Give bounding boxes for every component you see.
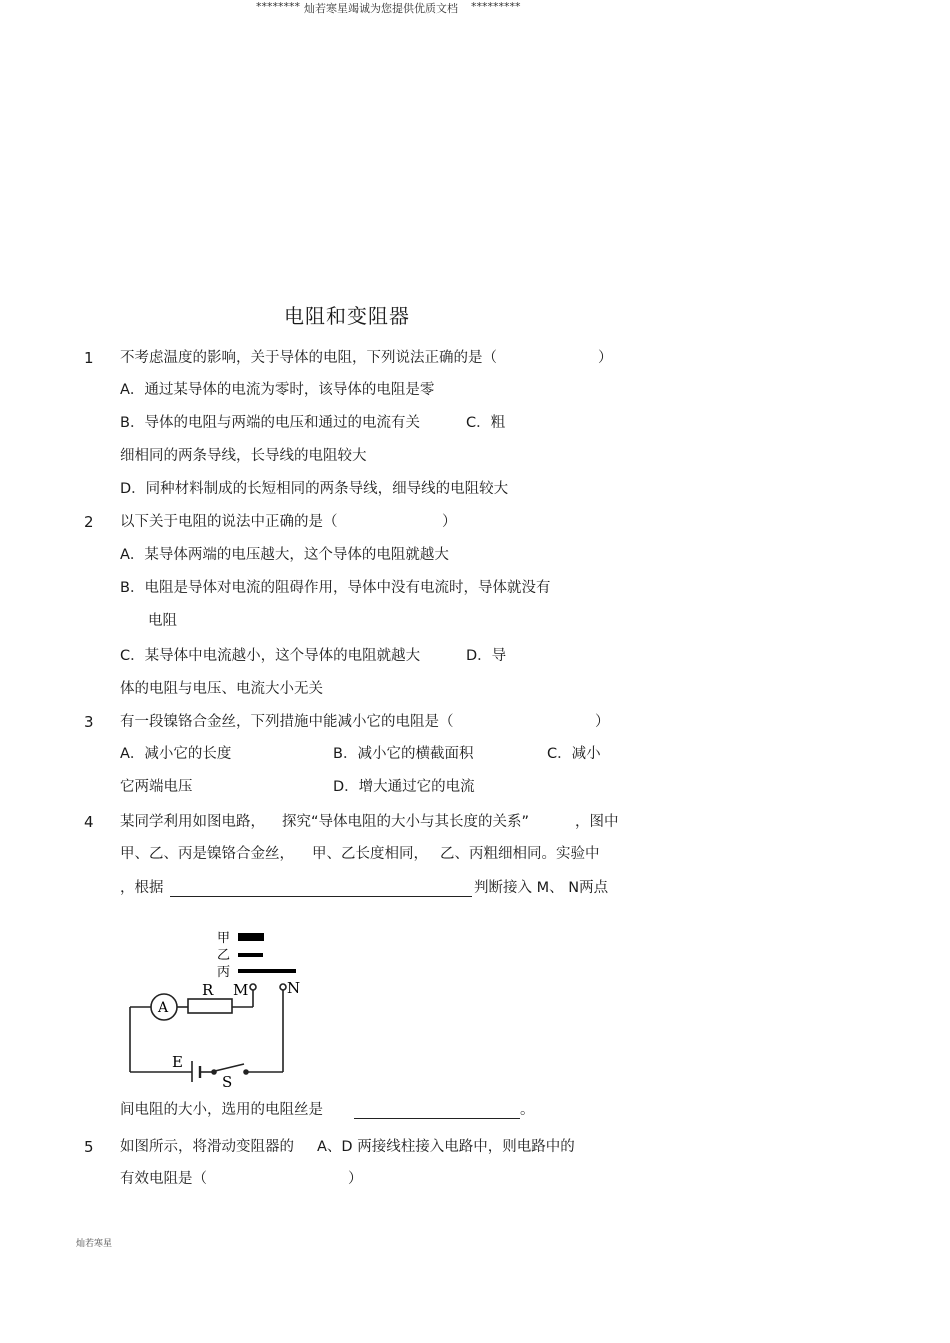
switch-contact (244, 1070, 248, 1074)
question-3-option-a: A．减小它的长度 (120, 746, 232, 762)
question-4-line-2c: 乙、丙粗细相同。实验中 (440, 846, 600, 862)
question-3-option-b: B．减小它的横截面积 (333, 746, 474, 762)
resistor-label: R (202, 981, 214, 999)
resistor-r (188, 999, 232, 1013)
footer-text: 灿若寒星 (76, 1239, 113, 1249)
circuit-diagram (120, 925, 310, 1090)
question-4-line-2b: 甲、乙长度相同， (312, 846, 428, 862)
question-3-stem-close: ） (595, 714, 610, 730)
question-1-option-b: B．导体的电阻与两端的电压和通过的电流有关 (120, 415, 420, 431)
switch-lever (215, 1064, 244, 1071)
question-5-line-2a: 有效电阻是（ (120, 1171, 207, 1187)
question-2-option-b-cont: 电阻 (148, 613, 177, 629)
question-1-number: 1 (84, 349, 94, 367)
question-4-line-3b: 判断接入 M、 N两点 (474, 880, 609, 896)
question-4-number: 4 (84, 813, 94, 831)
question-4-line-1c: ，图中 (575, 814, 619, 830)
question-3-stem: 有一段镍铬合金丝，下列措施中能减小它的电阻是（ (120, 714, 454, 730)
question-1-option-c: C．粗 (466, 415, 506, 431)
question-2-option-d: D．导 (466, 648, 507, 664)
wire-yi (238, 953, 263, 957)
wire-bing (238, 969, 296, 973)
question-4-line-3a: ，根据 (120, 880, 164, 896)
question-1-option-a: A．通过某导体的电流为零时，该导体的电阻是零 (120, 382, 435, 398)
question-4-line-4b: 。 (520, 1102, 535, 1118)
question-5-line-2b: ） (348, 1171, 363, 1187)
question-3-option-d: D．增大通过它的电流 (333, 779, 475, 795)
question-2-stem-close: ） (442, 514, 457, 530)
question-2-option-b: B．电阻是导体对电流的阻碍作用，导体中没有电流时，导体就没有 (120, 580, 551, 596)
question-5-number: 5 (84, 1138, 94, 1156)
header-stars-left: ******** (256, 0, 300, 13)
question-4-line-1b: 探究“导体电阻的大小与其长度的关系” (282, 814, 530, 830)
terminal-m-label: M (233, 981, 249, 999)
question-4-line-1a: 某同学利用如图电路， (120, 814, 265, 830)
wire-label-yi: 乙 (217, 948, 231, 963)
question-1-option-c-cont: 细相同的两条导线，长导线的电阻较大 (120, 448, 367, 464)
switch-label: S (222, 1073, 233, 1090)
question-4-answer-blank-1 (170, 882, 472, 897)
question-2-stem: 以下关于电阻的说法中正确的是（ (120, 514, 338, 530)
question-4-line-4a: 间电阻的大小，选用的电阻丝是 (120, 1102, 323, 1118)
page-title: 电阻和变阻器 (284, 304, 410, 328)
terminal-n-label: N (287, 979, 301, 997)
question-2-option-c: C．某导体中电流越小，这个导体的电阻就越大 (120, 648, 421, 664)
question-1-stem-close: ） (598, 350, 613, 366)
question-3-option-c-cont: 它两端电压 (120, 779, 193, 795)
question-5-line-1b: A、D 两接线柱接入电路中，则电路中的 (317, 1139, 575, 1155)
terminal-n (280, 984, 286, 990)
header-stars-right: ********* (471, 0, 521, 13)
wire-label-jia: 甲 (217, 931, 231, 946)
question-2-option-d-cont: 体的电阻与电压、电流大小无关 (120, 681, 323, 697)
question-1-stem: 不考虑温度的影响，关于导体的电阻，下列说法正确的是（ (120, 350, 497, 366)
question-1-option-d: D．同种材料制成的长短相同的两条导线，细导线的电阻较大 (120, 481, 509, 497)
header-text: 灿若寒星竭诚为您提供优质文档 (304, 2, 458, 15)
question-4-line-2a: 甲、乙、丙是镍铬合金丝， (120, 846, 294, 862)
wire-label-bing: 丙 (217, 965, 231, 980)
battery-label: E (172, 1053, 183, 1071)
question-3-option-c: C．减小 (547, 746, 601, 762)
terminal-m (250, 984, 256, 990)
wire-jia (238, 933, 264, 941)
question-5-line-1a: 如图所示，将滑动变阻器的 (120, 1139, 294, 1155)
ammeter-label: A (158, 1000, 169, 1016)
question-4-answer-blank-2 (354, 1104, 520, 1119)
question-3-number: 3 (84, 713, 94, 731)
question-2-number: 2 (84, 513, 94, 531)
question-2-option-a: A．某导体两端的电压越大，这个导体的电阻就越大 (120, 547, 449, 563)
